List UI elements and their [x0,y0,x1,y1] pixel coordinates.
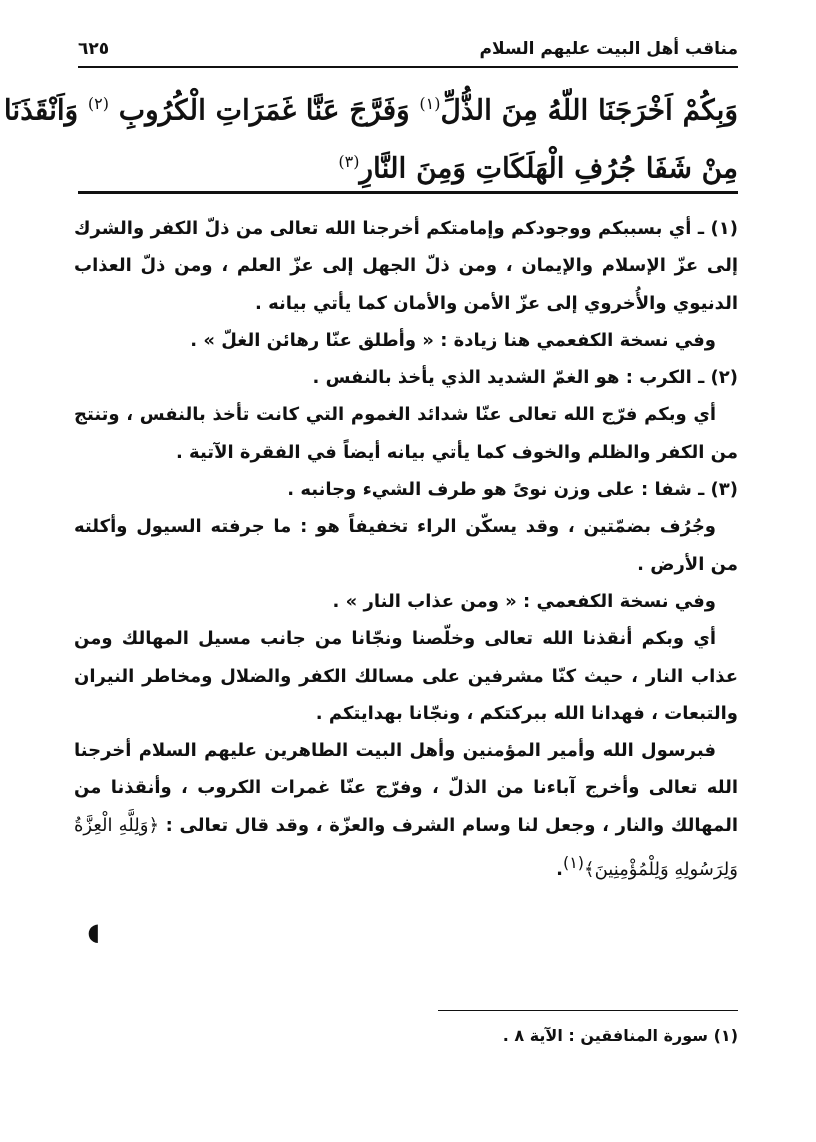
note-2-paragraph-1: (٢) ـ الكرب : هو الغمّ الشديد الذي يأخذ بالنفس . [312,367,738,389]
paragraph-end-mark: . [556,859,563,881]
footnote-ref-verse: (١) [562,853,585,873]
note-3-paragraph-5-text: فبرسول الله وأمير المؤمنين وأهل البيت الطاهرين عليهم السلام أخرجنا الله تعالى وأخرج آباءنا من الذلّ ، وفرّج عنّا غمرات الكروب ، وأنقذنا من المهالك والنار ، وجعل لنا وسام الشرف والعزّة ، وقد قال تعالى : [74,740,739,836]
supplication-line-2 [70,136,738,194]
supplication-text [3,78,738,195]
note-3-paragraph-5 [74,732,738,888]
footnote-rule [438,1010,738,1011]
footnote-ref-3: (٣) [338,152,360,172]
supplication-line-1 [3,78,738,136]
header-rule [78,66,738,68]
page-number: ٦٢٥ [78,39,110,59]
supplication-phrase-2: وَفَرَّجَ عَنَّا غَمَرَاتِ الْكُرُوبِ [109,93,420,127]
note-2-paragraph-2: أي وبكم فرّج الله تعالى عنّا شدائد الغموم التي كانت تأخذ بالنفس ، وتنتج من الكفر والظلم والخوف كما يأتي بيانه أيضاً في الفقرة الآتية . [74,404,738,463]
note-1-paragraph-1: (١) ـ أي بسببكم ووجودكم وإمامتكم أخرجنا الله تعالى من ذلّ الكفر والشرك إلى عزّ الإسلام والإيمان ، ومن ذلّ الجهل إلى عزّ العلم ، ومن ذلّ العذاب الدنيوي والأُخروي إلى عزّ الأمن والأمان كما يأتي بيانه . [74,218,738,314]
page-footnote: (١) سورة المنافقين : الآية ٨ . [502,1026,738,1045]
note-3-paragraph-1: (٣) ـ شفا : على وزن نوىً هو طرف الشيء وجانبه . [287,479,738,501]
supplication-phrase-1: وَبِكُمْ اَخْرَجَنَا اللّهُ مِنَ الذُّلِّ [440,93,738,127]
commentary-notes [74,210,738,888]
note-1-paragraph-2: وفي نسخة الكفعمي هنا زيادة : « وأطلق عنّا رهائن الغلّ » . [190,329,716,351]
note-3-paragraph-4: أي وبكم أنقذنا الله تعالى وخلّصنا ونجّانا من جانب مسيل المهالك ومن عذاب النار ، حيث كنّا مشرفين على مسالك الكفر والضلال ومخاطر النيران والتبعات ، فهدانا الله ببركتكم ، ونجّانا بهدايتكم . [74,628,738,724]
note-3-paragraph-3: وفي نسخة الكفعمي : « ومن عذاب النار » . [332,590,716,612]
note-3-paragraph-2: وجُرُف بضمّتين ، وقد يسكّن الراء تخفيفاً هو : ما جرفته السيول وأكلته من الأرض . [74,516,738,575]
running-title: مناقب أهل البيت عليهم السلام [479,39,738,59]
quran-verse: ﴿وَلِلَّهِ الْعِزَّةُ وَلِرَسُولِهِ وَلِلْمُؤْمِنِينَ﴾ [74,814,738,881]
page-end-glyph: ◖ [87,917,100,946]
page-header [78,32,738,66]
footnote-ref-1: (١) [419,94,441,113]
text-separator-rule [78,191,738,194]
supplication-phrase-3: وَاَنْقَذَنَا [3,93,88,127]
footnote-ref-2: (٢) [87,94,110,113]
supplication-phrase-4: مِنْ شَفَا جُرُفِ الْهَلَكَاتِ وَمِنَ النَّارِ [359,151,738,185]
